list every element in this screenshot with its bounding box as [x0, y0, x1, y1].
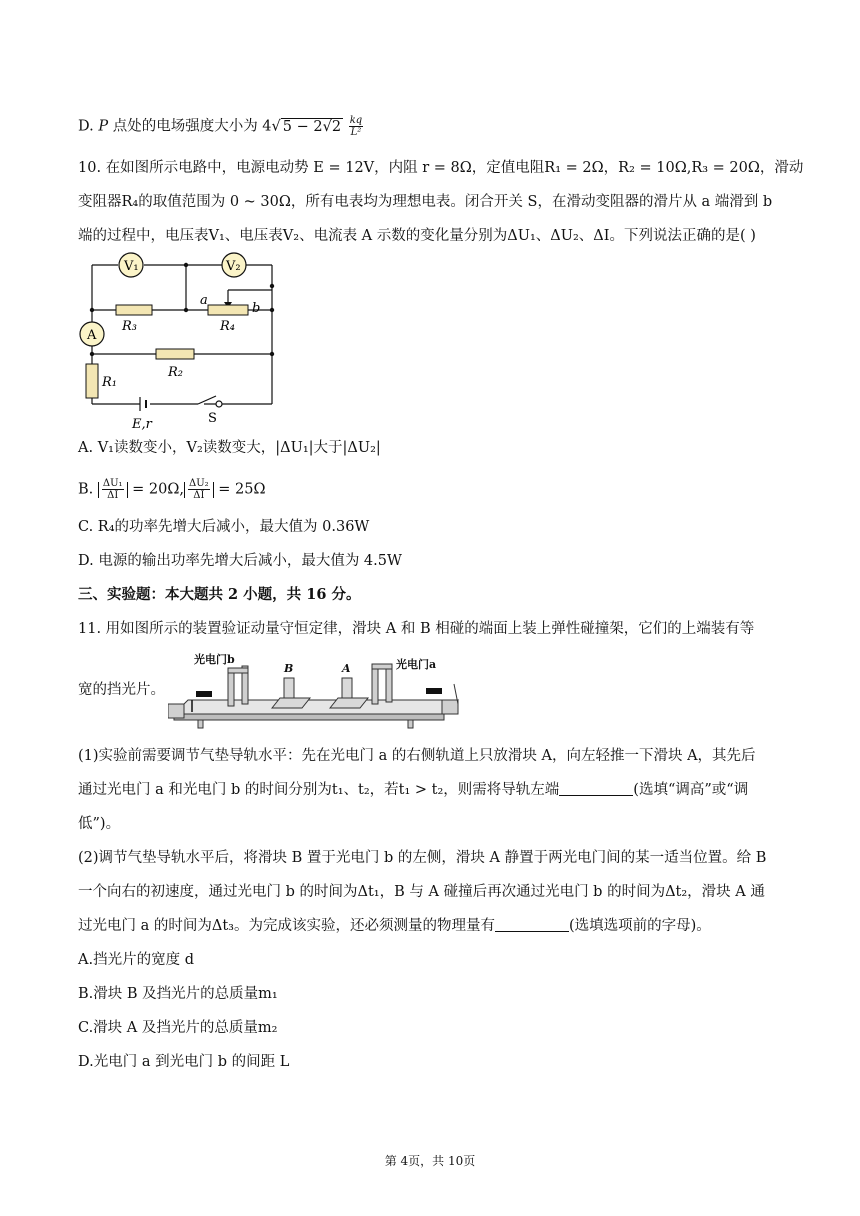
q10-stem-line3: 端的过程中，电压表V₁、电压表V₂、电流表 A 示数的变化量分别为ΔU₁、ΔU₂、ΔI。下列说法正确的是( ): [78, 228, 756, 244]
q11-stem-line2: 宽的挡光片。: [78, 682, 165, 698]
section-heading: 三、实验题：本大题共 2 小题，共 16 分。: [78, 586, 361, 603]
ammeter-label: A: [87, 328, 97, 343]
slider-a-label: a: [200, 293, 208, 308]
block-b-label: B: [284, 662, 294, 675]
q9-fraction: $\frac{kq}{\text{L²}}$: [349, 115, 363, 138]
q11-part2-line1: (2)调节气垫导轨水平后，将滑块 B 置于光电门 b 的左侧，滑块 A 静置于两光电门间的某一适当位置。给 B: [78, 850, 767, 866]
q11-option-c: C.滑块 A 及挡光片的总质量m₂: [78, 1020, 278, 1036]
q11-part1-line1: (1)实验前需要调节气垫导轨水平：先在光电门 a 的右侧轨道上只放滑块 A，向左轻推一下滑块 A，其先后: [78, 748, 756, 764]
q11-part1-line2: 通过光电门 a 和光电门 b 的时间分别为t₁、t₂，若t₁ > t₂，则需将导轨左端 (选填“调高”或“调: [78, 782, 749, 798]
source-label: E,r: [132, 417, 152, 432]
page-footer: 第 4页，共 10页: [384, 1154, 476, 1168]
q11-part2-line3: 过光电门 a 的时间为Δt₃。为完成该实验，还必须测量的物理量有 (选填选项前的字母)。: [78, 918, 711, 934]
q11-part2-line2: 一个向右的初速度，通过光电门 b 的时间为Δt₁，B 与 A 碰撞后再次通过光电门 b 的时间为Δt₂，滑块 A 通: [78, 884, 765, 900]
q10-option-a: A. V₁读数变小，V₂读数变大，|ΔU₁|大于|ΔU₂|: [78, 440, 381, 456]
r1-label: R₁: [102, 375, 117, 390]
r4-label: R₄: [220, 319, 235, 334]
answer-blank-2[interactable]: [495, 917, 569, 932]
q10-option-d: D. 电源的输出功率先增大后减小，最大值为 4.5W: [78, 553, 402, 569]
q11-option-d: D.光电门 a 到光电门 b 的间距 L: [78, 1054, 290, 1070]
q9-option-d: D. P 点处的电场强度大小为 4√ 5 − 2√2 $\frac{kq}{\text{L²}}$: [78, 115, 363, 138]
q11-apparatus-diagram: [168, 648, 466, 730]
q11-option-b: B.滑块 B 及挡光片的总质量m₁: [78, 986, 278, 1002]
gate-a-label: 光电门a: [396, 658, 437, 671]
gate-b-label: 光电门b: [194, 653, 235, 666]
r3-label: R₃: [122, 319, 137, 334]
q10-option-b: B. $\frac{\text{ΔU₁}}{\Delta I}$ = 20Ω, $\frac{\text{ΔU₂}}{\Delta I}$ = 25Ω: [78, 478, 266, 501]
q10-stem-line2: 变阻器R₄的取值范围为 0 ~ 30Ω，所有电表均为理想电表。闭合开关 S，在滑动变阻器的滑片从 a 端滑到 b: [78, 194, 773, 210]
q10-circuit-diagram: [76, 252, 286, 432]
q11-part1-line3: 低”)。: [78, 816, 121, 832]
slider-b-label: b: [252, 301, 261, 316]
block-a-label: A: [342, 662, 351, 675]
q11-stem-line1: 11. 用如图所示的装置验证动量守恒定律，滑块 A 和 B 相碰的端面上装上弹性碰撞架，它们的上端装有等: [78, 621, 755, 637]
v2-label: V₂: [226, 259, 241, 274]
r2-label: R₂: [168, 365, 183, 380]
q11-option-a: A.挡光片的宽度 d: [78, 952, 194, 968]
q10-stem-line1: 10. 在如图所示电路中，电源电动势 E = 12V，内阻 r = 8Ω，定值电阻R₁ = 2Ω，R₂ = 10Ω,R₃ = 20Ω，滑动: [78, 160, 804, 176]
q10-option-c: C. R₄的功率先增大后减小，最大值为 0.36W: [78, 519, 370, 535]
switch-label: S: [208, 411, 217, 426]
answer-blank-1[interactable]: [559, 781, 633, 796]
v1-label: V₁: [124, 259, 139, 274]
